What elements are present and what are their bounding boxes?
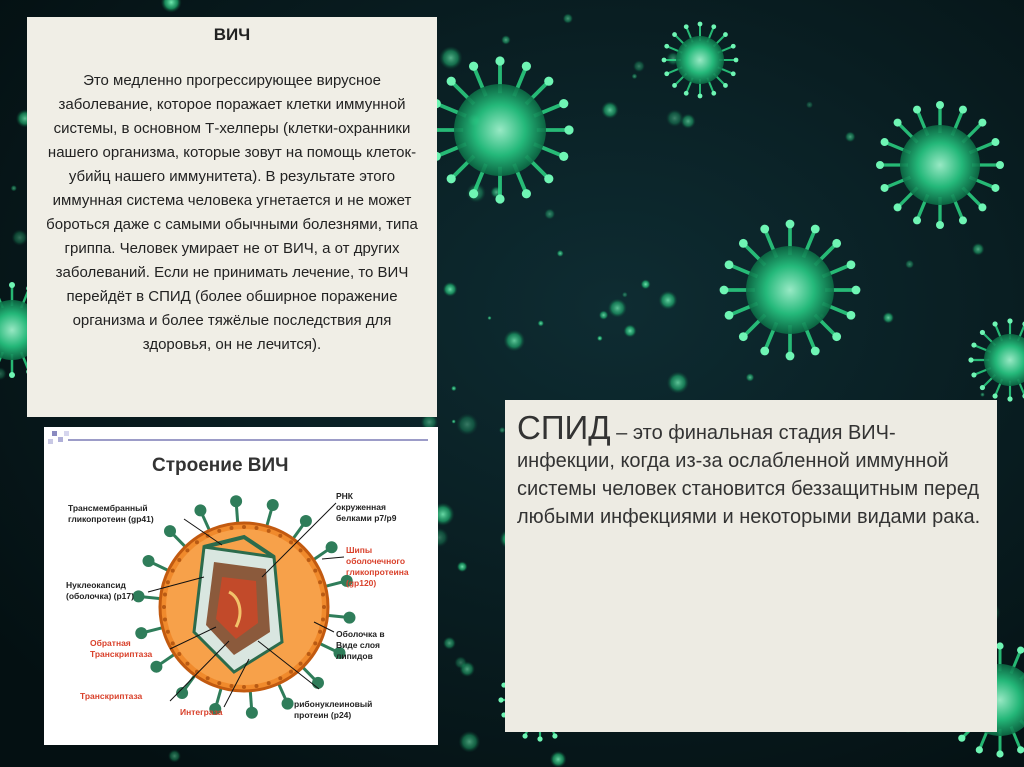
label-rna-line3: белками p7/p9 xyxy=(336,513,397,523)
hiv-structure-diagram xyxy=(44,427,438,745)
label-envelope-line2: Виде слоя xyxy=(336,640,380,650)
virus-particle xyxy=(876,101,1004,229)
label-spikes-line3: гликопротеина xyxy=(346,567,409,577)
aids-term: СПИД xyxy=(517,409,611,446)
label-envelope-line3: липидов xyxy=(336,651,373,661)
label-transcriptase: Транскриптаза xyxy=(80,691,143,701)
label-spikes-line2: оболочечного xyxy=(346,556,406,566)
label-spikes-line1: Шипы xyxy=(346,545,373,555)
virus-particle xyxy=(662,22,739,99)
label-spikes-line4: (gp120) xyxy=(346,578,377,588)
aids-description-panel xyxy=(505,400,997,732)
label-reverse-transcriptase-line1: Обратная xyxy=(90,638,131,648)
virion xyxy=(133,495,356,718)
corner-decoration xyxy=(48,431,428,444)
aids-description-text: – это финальная стадия ВИЧ-инфекции, когда из-за ослабленной иммунной системы человек становится беззащитным перед любыми инфекциями и некоторыми видами рака. xyxy=(517,422,981,528)
hiv-description-text: Это медленно прогрессирующее вирусное заболевание, которое поражает клетки иммунной системы, в основном Т-хелперы (клетки-охранники нашего организма, которые зовут на помощь клеток-убийц нашего иммунитета). В результате этого иммунная система человека угнетается и не может бороться даже с самыми обычными болезнями, типа гриппа. Человек умирает не от ВИЧ, а от других заболеваний. Если не принимать лечение, то ВИЧ перейдёт в СПИД (более обширное поражение организма и более тяжёлые последствия для здоровья, он не лечится). xyxy=(46,72,418,353)
label-integrase: Интеграза xyxy=(180,707,223,717)
label-rna-line1: РНК xyxy=(336,491,353,501)
label-p17-line1: Нуклеокапсид xyxy=(66,580,126,590)
aids-description xyxy=(517,409,985,531)
hiv-description-panel xyxy=(27,17,437,417)
label-gp41-line1: Трансмембранный xyxy=(68,503,148,513)
label-p17-line2: (оболочка) (p17) xyxy=(66,591,134,601)
label-envelope-line1: Оболочка в xyxy=(336,629,385,639)
label-rna-line2: окруженная xyxy=(336,502,386,512)
virus-particle xyxy=(426,56,573,203)
label-p24-line1: рибонуклеиновый xyxy=(294,699,373,709)
hiv-title: ВИЧ xyxy=(213,25,251,44)
hiv-structure-figure xyxy=(44,427,438,745)
label-p24-line2: протеин (p24) xyxy=(294,710,352,720)
label-gp41-line2: гликопротеин (gp41) xyxy=(68,514,154,524)
virus-particle xyxy=(720,220,861,361)
label-reverse-transcriptase-line2: Транскриптаза xyxy=(90,649,153,659)
figure-title: Строение ВИЧ xyxy=(152,455,289,476)
